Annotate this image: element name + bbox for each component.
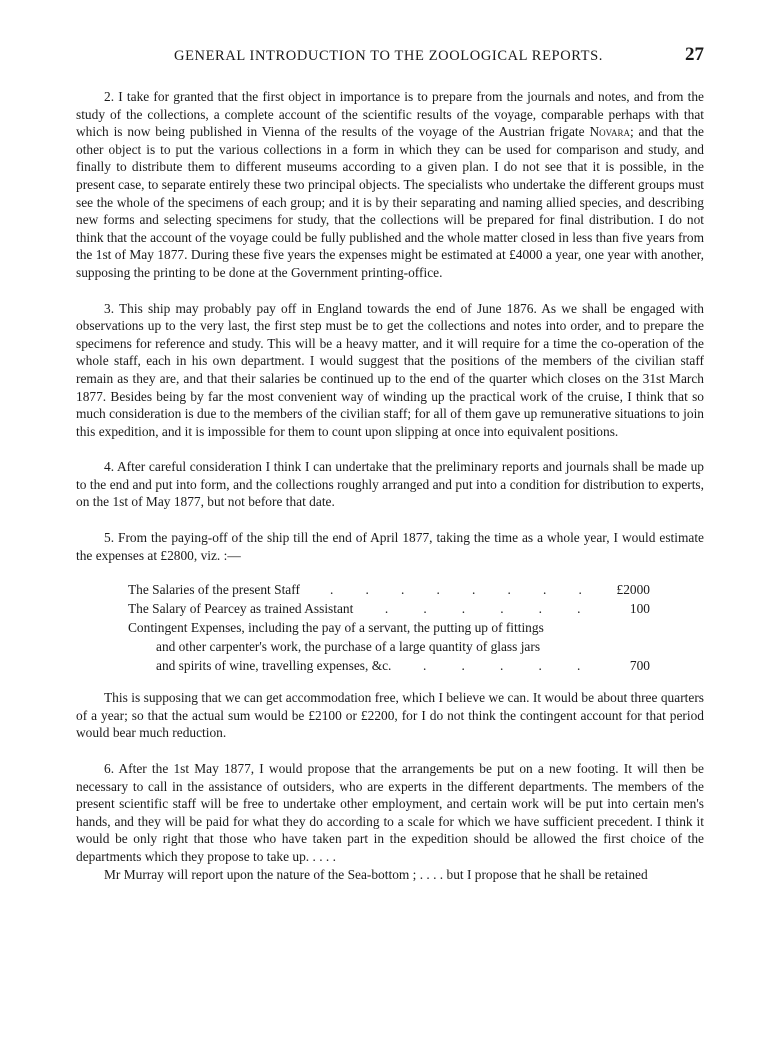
paragraph-5-continued: This is supposing that we can get accommodation free, which I believe we can. It would be about three quarters of a year; so that the actual sum would be £2100 or £2200, for I do not think the contingent account for that period would bear much reduction.	[76, 690, 704, 741]
paragraph-6: 6. After the 1st May 1877, I would propose that the arrangements be put on a new footing. It will then be necessary to call in the assistance of outsiders, who are experts in the different departments. The members of the present scientific staff will be free to undertake other employment, and certain work will be put into certain men's hands, and they will be paid for what they do according to a scale for which we have sufficient precedent. I think it would be only right that those who have taken part in the expedition should be allowed the first choice of the departments which they propose to take up. . . . .	[76, 761, 704, 864]
paragraph-5: 5. From the paying-off of the ship till the end of April 1877, taking the time as a whole year, I would estimate the expenses at £2800, viz. :—	[76, 530, 704, 563]
leader-dots: . . . . .	[422, 658, 581, 674]
paragraph-3: 3. This ship may probably pay off in England towards the end of June 1876. As we shall be engaged with observations up to the very last, the first step must be to get the collections and notes into order, and to prepare the specimens for reference and study. This will be a heavy matter, and it will require for a time the co-operation of the whole staff, each in his own department. I would suggest that the positions of the members of the civilian staff remain as they are, and that their salaries be continued up to the end of the quarter which closes on the 31st March 1877. Besides being by far the most convenient way of winding up the practical work of the cruise, I think that so much consideration is due to the members of the civilian staff; for all of them gave up remunerative situations to join this expedition, and it is impossible for them to count upon slipping at once into equivalent positions.	[76, 300, 704, 439]
expense-label-contingent-1: Contingent Expenses, including the pay of a servant, the putting up of fittings	[128, 620, 544, 636]
paragraph-2	[76, 88, 704, 282]
expense-amount-pearcey: 100	[629, 601, 650, 617]
expense-row-staff-salaries	[128, 580, 650, 599]
expense-row-contingent-line1	[128, 618, 650, 637]
ship-name: Novara	[589, 124, 630, 140]
leader-dots: . . . . . . . .	[329, 582, 582, 598]
expense-amount-staff: £2000	[616, 582, 650, 598]
expense-table	[128, 580, 650, 675]
paragraph-2-text-b: ; and that the other object is to put the various collections in a form in which they can be used for comparison and study, and finally to distribute them to different museums according to a given plan. I do not see that it is possible, in the present case, to separate entirely these two principal objects. The specialists who undertake the different groups must see the whole of the specimens of each group; and it is by their separating and naming allied species, and describing new forms and selecting specimens for study, that the collections will be prepared for final distribution. I do not think that the account of the voyage could be fully published and the whole matter closed in less than five years from the 1st of May 1877. During these five years the expenses might be estimated at £4000 a year, one year with another, supposing the printing to be done at the Government printing-office.	[76, 124, 704, 280]
running-header	[76, 44, 704, 68]
leader-dots: . . . . . .	[384, 601, 581, 617]
expense-label-pearcey: The Salary of Pearcey as trained Assistant	[128, 601, 354, 617]
paragraph-4: 4. After careful consideration I think I can undertake that the preliminary reports and journals shall be made up to the end and put into form, and the collections roughly arranged and put into a condition for distribution to experts, on the 1st of May 1877, but not before that date.	[76, 459, 704, 510]
running-title: GENERAL INTRODUCTION TO THE ZOOLOGICAL REPORTS.	[174, 48, 604, 64]
expense-row-pearcey	[128, 599, 650, 618]
expense-label-staff: The Salaries of the present Staff	[128, 582, 300, 598]
paragraph-7: Mr Murray will report upon the nature of the Sea-bottom ; . . . . but I propose that he shall be retained	[104, 866, 648, 882]
expense-row-contingent-line3	[128, 656, 650, 675]
page-number: 27	[685, 44, 704, 65]
expense-label-contingent-2: and other carpenter's work, the purchase of a large quantity of glass jars	[156, 639, 541, 655]
expense-amount-contingent: 700	[629, 658, 650, 674]
document-page	[76, 44, 704, 883]
expense-label-contingent-3: and spirits of wine, travelling expenses, &c.	[156, 658, 392, 674]
expense-row-contingent-line2	[128, 637, 650, 656]
paragraph-2-text-a: 2. I take for granted that the first object in importance is to prepare from the journals and notes, and from the study of the collections, a complete account of the scientific results of the voyage, comparable perhaps with that which is now being published in Vienna of the results of the voyage of the Austrian frigate	[76, 89, 704, 140]
